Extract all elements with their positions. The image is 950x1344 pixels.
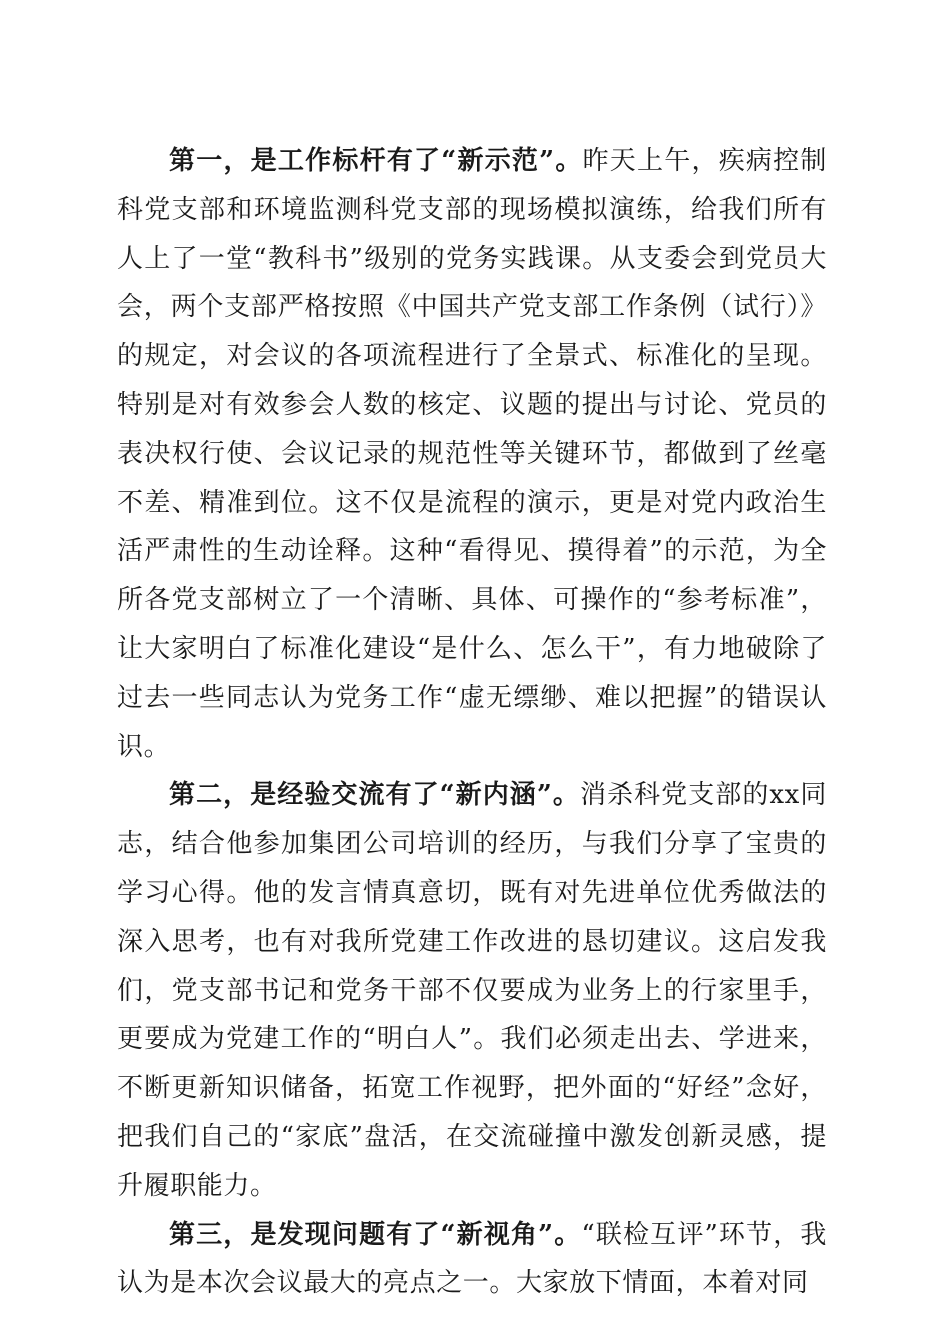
paragraph-3-body: “联检互评”环节，我认为是本次会议最大的亮点之一。大家放下情面，本着对同 [117,1219,827,1299]
paragraph-3 [117,1211,827,1309]
paragraph-2-lead: 第二，是经验交流有了“新内涵”。 [169,780,580,811]
paragraph-1-lead: 第一，是工作标杆有了“新示范”。 [169,146,583,176]
paragraph-2-body: 消杀科党支部的xx同志，结合他参加集团公司培训的经历，与我们分享了宝贵的学习心得。他的发言情真意切，既有对先进单位优秀做法的深入思考，也有对我所党建工作改进的恳切建议。这启发我们，党支部书记和党务干部不仅要成为业务上的行家里手，更要成为党建工作的“明白人”。我们必须走出去、学进来，不断更新知识储备，拓宽工作视野，把外面的“好经”念好，把我们自己的“家底”盘活，在交流碰撞中激发创新灵感，提升履职能力。 [117,780,827,1201]
paragraph-1-body: 昨天上午，疾病控制科党支部和环境监测科党支部的现场模拟演练，给我们所有人上了一堂“教科书”级别的党务实践课。从支委会到党员大会，两个支部严格按照《中国共产党支部工作条例（试行）》的规定，对会议的各项流程进行了全景式、标准化的呈现。特别是对有效参会人数的核定、议题的提出与讨论、党员的表决权行使、会议记录的规范性等关键环节，都做到了丝毫不差、精准到位。这不仅是流程的演示，更是对党内政治生活严肃性的生动诠释。这种“看得见、摸得着”的示范，为全所各党支部树立了一个清晰、具体、可操作的“参考标准”，让大家明白了标准化建设“是什么、怎么干”，有力地破除了过去一些同志认为党务工作“虚无缥缈、难以把握”的错误认识。 [117,146,827,762]
document-body [117,137,827,1308]
paragraph-1 [117,137,827,771]
paragraph-3-lead: 第三，是发现问题有了“新视角”。 [169,1219,582,1250]
paragraph-2 [117,771,827,1210]
